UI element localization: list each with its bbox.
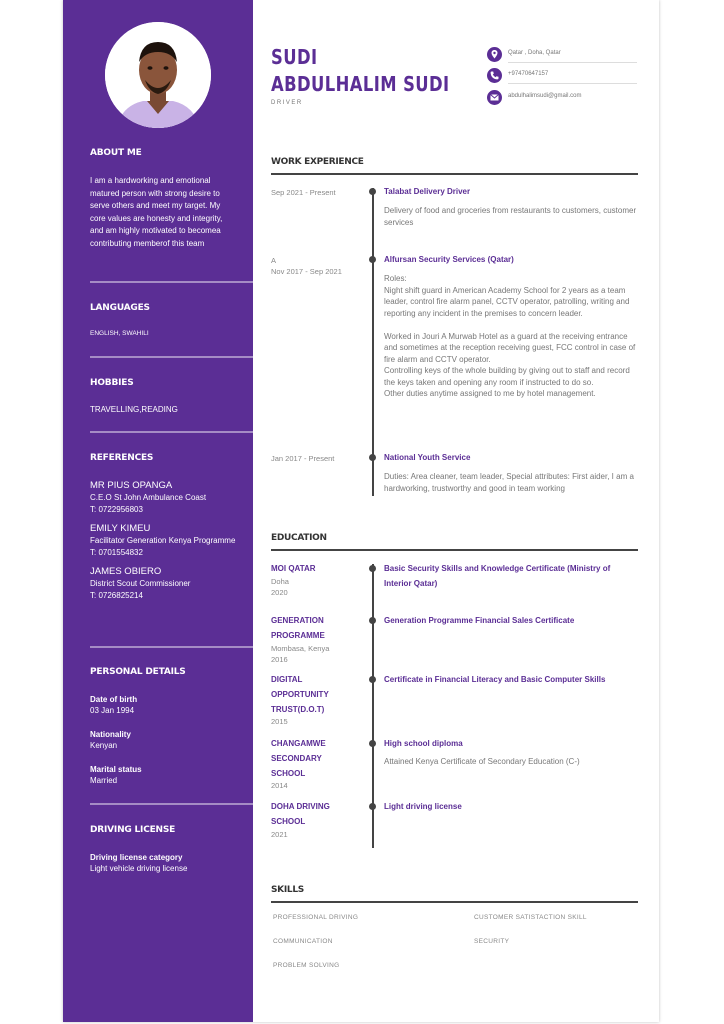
about-title: ABOUT ME [90, 148, 142, 158]
timeline-dot [369, 676, 376, 683]
first-name: SUDI [271, 45, 318, 69]
envelope-icon [487, 90, 502, 105]
section-rule [271, 901, 638, 903]
work-label: A [271, 256, 277, 265]
nationality-label: Nationality [90, 730, 131, 739]
education-year: 2014 [271, 781, 288, 790]
divider [90, 431, 253, 433]
nationality-value: Kenyan [90, 741, 118, 750]
work-description: Duties: Area cleaner, team leader, Special attributes: First aider, I am a hardworking, trustworthy and good in team working [384, 472, 634, 493]
skill-item: COMMUNICATION [273, 938, 333, 945]
references-list [90, 480, 240, 603]
section-rule [271, 173, 638, 175]
divider [90, 356, 253, 358]
references-title: REFERENCES [90, 453, 154, 463]
license-label: Driving license category [90, 853, 183, 862]
divider [90, 646, 253, 648]
phone-text: +97470647157 [508, 71, 549, 77]
location-pin-icon [487, 47, 502, 62]
reference-name: EMILY KIMEU [90, 523, 151, 534]
about-text: I am a hardworking and emotional matured person with strong desire to serve others and meet my target. My core values are honesty and integrity, and am highly motivated to becomea contributing memberof this team [90, 176, 223, 248]
timeline-dot [369, 454, 376, 461]
personal-details-list [90, 694, 230, 786]
work-experience-title: WORK EXPERIENCE [271, 157, 364, 167]
contact-location [487, 47, 637, 63]
hobbies-title: HOBBIES [90, 378, 134, 388]
reference-name: JAMES OBIERO [90, 566, 162, 577]
education-title: EDUCATION [271, 533, 327, 543]
hobbies-text: TRAVELLING,READING [90, 405, 178, 414]
education-year: 2020 [271, 588, 288, 597]
job-role: DRIVER [271, 100, 303, 106]
education-location: Doha [271, 577, 289, 586]
education-title-text: High school diploma [384, 739, 463, 748]
personal-details-title: PERSONAL DETAILS [90, 667, 186, 677]
education-institution: DOHA DRIVING SCHOOL [271, 802, 330, 826]
work-title: Talabat Delivery Driver [384, 187, 471, 196]
reference-item [90, 480, 240, 516]
marital-value: Married [90, 776, 118, 785]
education-institution: MOI QATAR [271, 564, 316, 573]
last-name: ABDULHALIM SUDI [271, 72, 450, 96]
avatar-illustration [105, 22, 211, 128]
timeline-dot [369, 803, 376, 810]
phone-icon [487, 68, 502, 83]
education-year: 2021 [271, 830, 288, 839]
location-text: Qatar , Doha, Qatar [508, 50, 561, 56]
reference-item [90, 523, 240, 559]
education-title-text: Light driving license [384, 802, 462, 811]
reference-role: District Scout Commissioner [90, 579, 191, 588]
work-date: Jan 2017 - Present [271, 454, 335, 463]
skill-item: CUSTOMER SATISTACTION SKILL [474, 914, 587, 921]
education-location: Mombasa, Kenya [271, 644, 330, 653]
languages-text: ENGLISH, SWAHILI [90, 330, 149, 337]
skill-item: PROBLEM SOLVING [273, 962, 340, 969]
reference-phone: T: 0701554832 [90, 548, 143, 557]
reference-role: C.E.O St John Ambulance Coast [90, 493, 207, 502]
divider [508, 83, 637, 84]
timeline-dot [369, 565, 376, 572]
work-date: Nov 2017 - Sep 2021 [271, 267, 342, 276]
reference-phone: T: 0722956803 [90, 505, 143, 514]
work-date: Sep 2021 - Present [271, 188, 336, 197]
education-institution: CHANGAMWE SECONDARY SCHOOL [271, 739, 326, 778]
divider [508, 62, 637, 63]
languages-title: LANGUAGES [90, 303, 150, 313]
divider [90, 803, 253, 805]
education-title-text: Basic Security Skills and Knowledge Certificate (Ministry of Interior Qatar) [384, 564, 611, 588]
driving-license-block [90, 852, 230, 874]
timeline-dot [369, 617, 376, 624]
reference-name: MR PIUS OPANGA [90, 480, 173, 491]
education-institution: GENERATION PROGRAMME [271, 616, 325, 640]
education-description: Attained Kenya Certificate of Secondary Education (C-) [384, 757, 580, 766]
reference-item [90, 566, 240, 602]
work-title: Alfursan Security Services (Qatar) [384, 255, 514, 264]
sidebar [63, 0, 253, 1022]
work-title: National Youth Service [384, 453, 471, 462]
timeline-line [372, 188, 374, 496]
reference-phone: T: 0726825214 [90, 591, 143, 600]
dob-label: Date of birth [90, 695, 138, 704]
education-institution: DIGITAL OPPORTUNITY TRUST(D.O.T) [271, 675, 329, 714]
license-value: Light vehicle driving license [90, 864, 188, 873]
section-rule [271, 549, 638, 551]
timeline-dot [369, 740, 376, 747]
work-description: Roles: Night shift guard in American Academy School for 2 years as a team leader, control fire alarm panel, CCTV operator, patrolling, writing and reporting any incident in the premises to concern leader. Worked in Jouri A Murwab Hotel as a guard at the receiving entrance and sometimes at the reception receiving guest, FCC control in case of fire alarm and CCTV operator. Controlling keys of the whole building by giving out to staff and record the keys taken and opening any room if instructed to do so. Other duties anytime assigned to me by hotel management. [384, 274, 636, 398]
education-year: 2016 [271, 655, 288, 664]
skill-item: SECURITY [474, 938, 510, 945]
contact-email [487, 90, 637, 106]
education-year: 2015 [271, 717, 288, 726]
timeline-dot [369, 256, 376, 263]
timeline-dot [369, 188, 376, 195]
skill-item: PROFESSIONAL DRIVING [273, 914, 359, 921]
dob-value: 03 Jan 1994 [90, 706, 135, 715]
marital-label: Marital status [90, 765, 142, 774]
driving-license-title: DRIVING LICENSE [90, 825, 176, 835]
education-title-text: Certificate in Financial Literacy and Basic Computer Skills [384, 675, 606, 684]
reference-role: Facilitator Generation Kenya Programme [90, 536, 236, 545]
contact-phone [487, 68, 637, 84]
person-name [271, 44, 450, 98]
education-title-text: Generation Programme Financial Sales Certificate [384, 616, 575, 625]
skills-title: SKILLS [271, 885, 304, 895]
divider [90, 281, 253, 283]
email-text[interactable]: abdulhalimsudi@gmail.com [508, 93, 582, 99]
work-description: Delivery of food and groceries from restaurants to customers, customer services [384, 206, 637, 227]
profile-photo [105, 22, 211, 128]
